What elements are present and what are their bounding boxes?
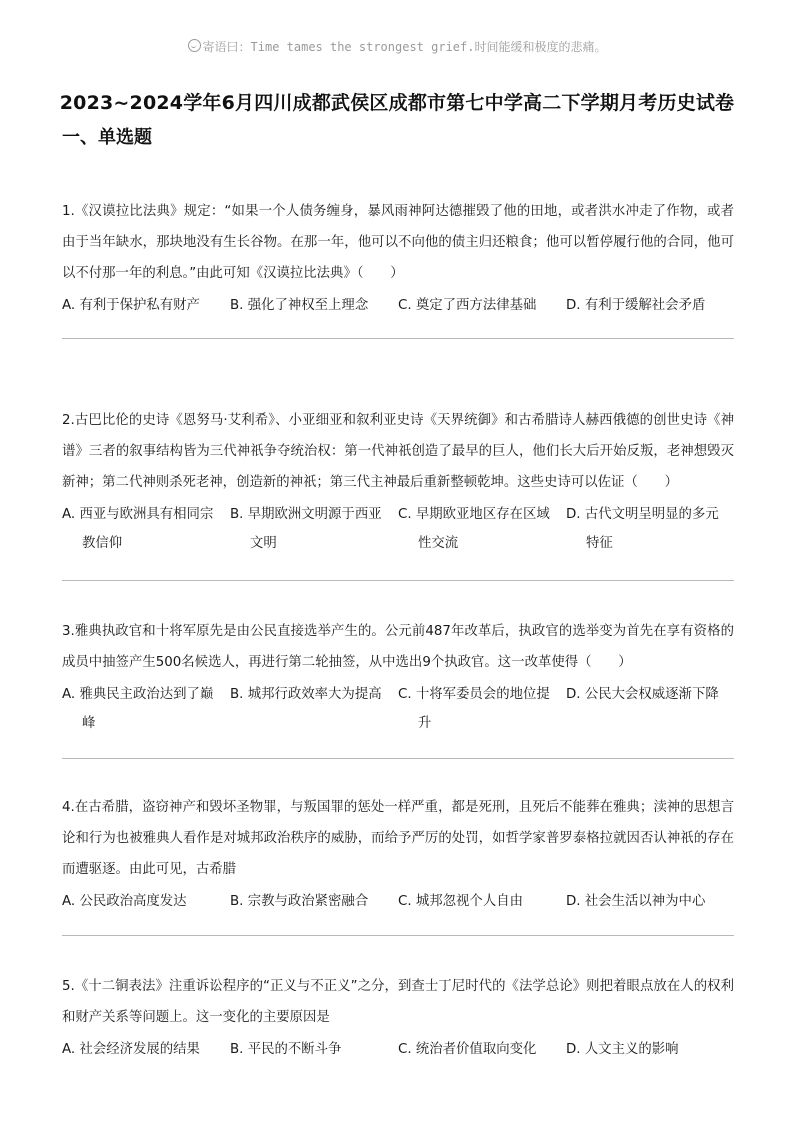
option-d[interactable]: D. 古代文明呈明显的多元特征: [566, 507, 719, 551]
question-stem: 4.在古希腊，盗窃神产和毁坏圣物罪，与叛国罪的惩处一样严重，都是死刑，且死后不能葬在雅典；渎神的思想言论和行为也被雅典人看作是对城邦政治秩序的威胁，而给予严厉的处罚，如哲学家普罗泰格拉就因否认神祇的存在而遭驱逐。由此可见，古希腊: [62, 800, 734, 877]
option-c[interactable]: C. 统治者价值取向变化: [398, 1042, 537, 1057]
page-header-motto: [0, 38, 794, 55]
option-d[interactable]: D. 社会生活以神为中心: [566, 894, 706, 909]
option-b[interactable]: B. 早期欧洲文明源于西亚文明: [230, 507, 382, 551]
question-2: [62, 405, 734, 558]
question-stem: 5.《十二铜表法》注重诉讼程序的“正义与不正义”之分，到查士丁尼时代的《法学总论》则把着眼点放在人的权利和财产关系等问题上。这一变化的主要原因是: [62, 979, 734, 1025]
options-row: [62, 1035, 734, 1064]
question-4: [62, 792, 734, 916]
option-c[interactable]: C. 十将军委员会的地位提升: [398, 687, 550, 731]
section-heading: 一、单选题: [62, 127, 152, 148]
option-b[interactable]: B. 宗教与政治紧密融合: [230, 894, 369, 909]
option-b[interactable]: B. 城邦行政效率大为提高: [230, 687, 382, 702]
question-1: [62, 196, 734, 320]
option-b[interactable]: B. 强化了神权至上理念: [230, 298, 369, 313]
option-a[interactable]: A. 雅典民主政治达到了巅峰: [62, 687, 214, 731]
option-d[interactable]: D. 人文主义的影响: [566, 1042, 679, 1057]
option-c[interactable]: C. 早期欧亚地区存在区域性交流: [398, 507, 550, 551]
options-row: [62, 887, 734, 916]
option-d[interactable]: D. 有利于缓解社会矛盾: [566, 298, 706, 313]
question-3: [62, 616, 734, 738]
options-row: [62, 291, 734, 320]
option-b[interactable]: B. 平民的不断斗争: [230, 1042, 342, 1057]
question-5: [62, 971, 734, 1064]
option-a[interactable]: A. 西亚与欧洲具有相同宗教信仰: [62, 507, 214, 551]
divider: [62, 338, 734, 339]
option-a[interactable]: A. 社会经济发展的结果: [62, 1042, 200, 1057]
question-stem: 2.古巴比伦的史诗《恩努马·艾利希》、小亚细亚和叙利亚史诗《天界统御》和古希腊诗人赫西俄德的创世史诗《神谱》三者的叙事结构皆为三代神祇争夺统治权：第一代神祇创造了最早的巨人，他们长大后开始反叛，老神想毁灭新神；第二代神则杀死老神，创造新的神祇；第三代主神最后重新整顿乾坤。这些史诗可以佐证（ ）: [62, 413, 734, 490]
divider: [62, 580, 734, 581]
option-a[interactable]: A. 公民政治高度发达: [62, 894, 187, 909]
option-a[interactable]: A. 有利于保护私有财产: [62, 298, 200, 313]
divider: [62, 758, 734, 759]
smiley-icon: [188, 39, 201, 52]
options-row: [62, 680, 734, 738]
question-stem: 1.《汉谟拉比法典》规定：“如果一个人债务缠身，暴风雨神阿达德摧毁了他的田地，或者洪水冲走了作物，或者由于当年缺水，那块地没有生长谷物。在那一年，他可以不向他的债主归还粮食；他可以暂停履行他的合同，他可以不付那一年的利息。”由此可知《汉谟拉比法典》（ ）: [62, 204, 734, 281]
divider: [62, 935, 734, 936]
motto-text: 寄语曰：Time tames the strongest grief.时间能缓和极度的悲痛。: [202, 40, 607, 54]
page-title: 2023~2024学年6月四川成都武侯区成都市第七中学高二下学期月考历史试卷: [59, 92, 735, 114]
option-c[interactable]: C. 奠定了西方法律基础: [398, 298, 537, 313]
option-d[interactable]: D. 公民大会权威逐渐下降: [566, 687, 719, 702]
options-row: [62, 500, 734, 558]
question-stem: 3.雅典执政官和十将军原先是由公民直接选举产生的。公元前487年改革后，执政官的选举变为首先在享有资格的成员中抽签产生500名候选人，再进行第二轮抽签，从中选出9个执政官。这一改革使得（ ）: [62, 624, 734, 670]
option-c[interactable]: C. 城邦忽视个人自由: [398, 894, 523, 909]
